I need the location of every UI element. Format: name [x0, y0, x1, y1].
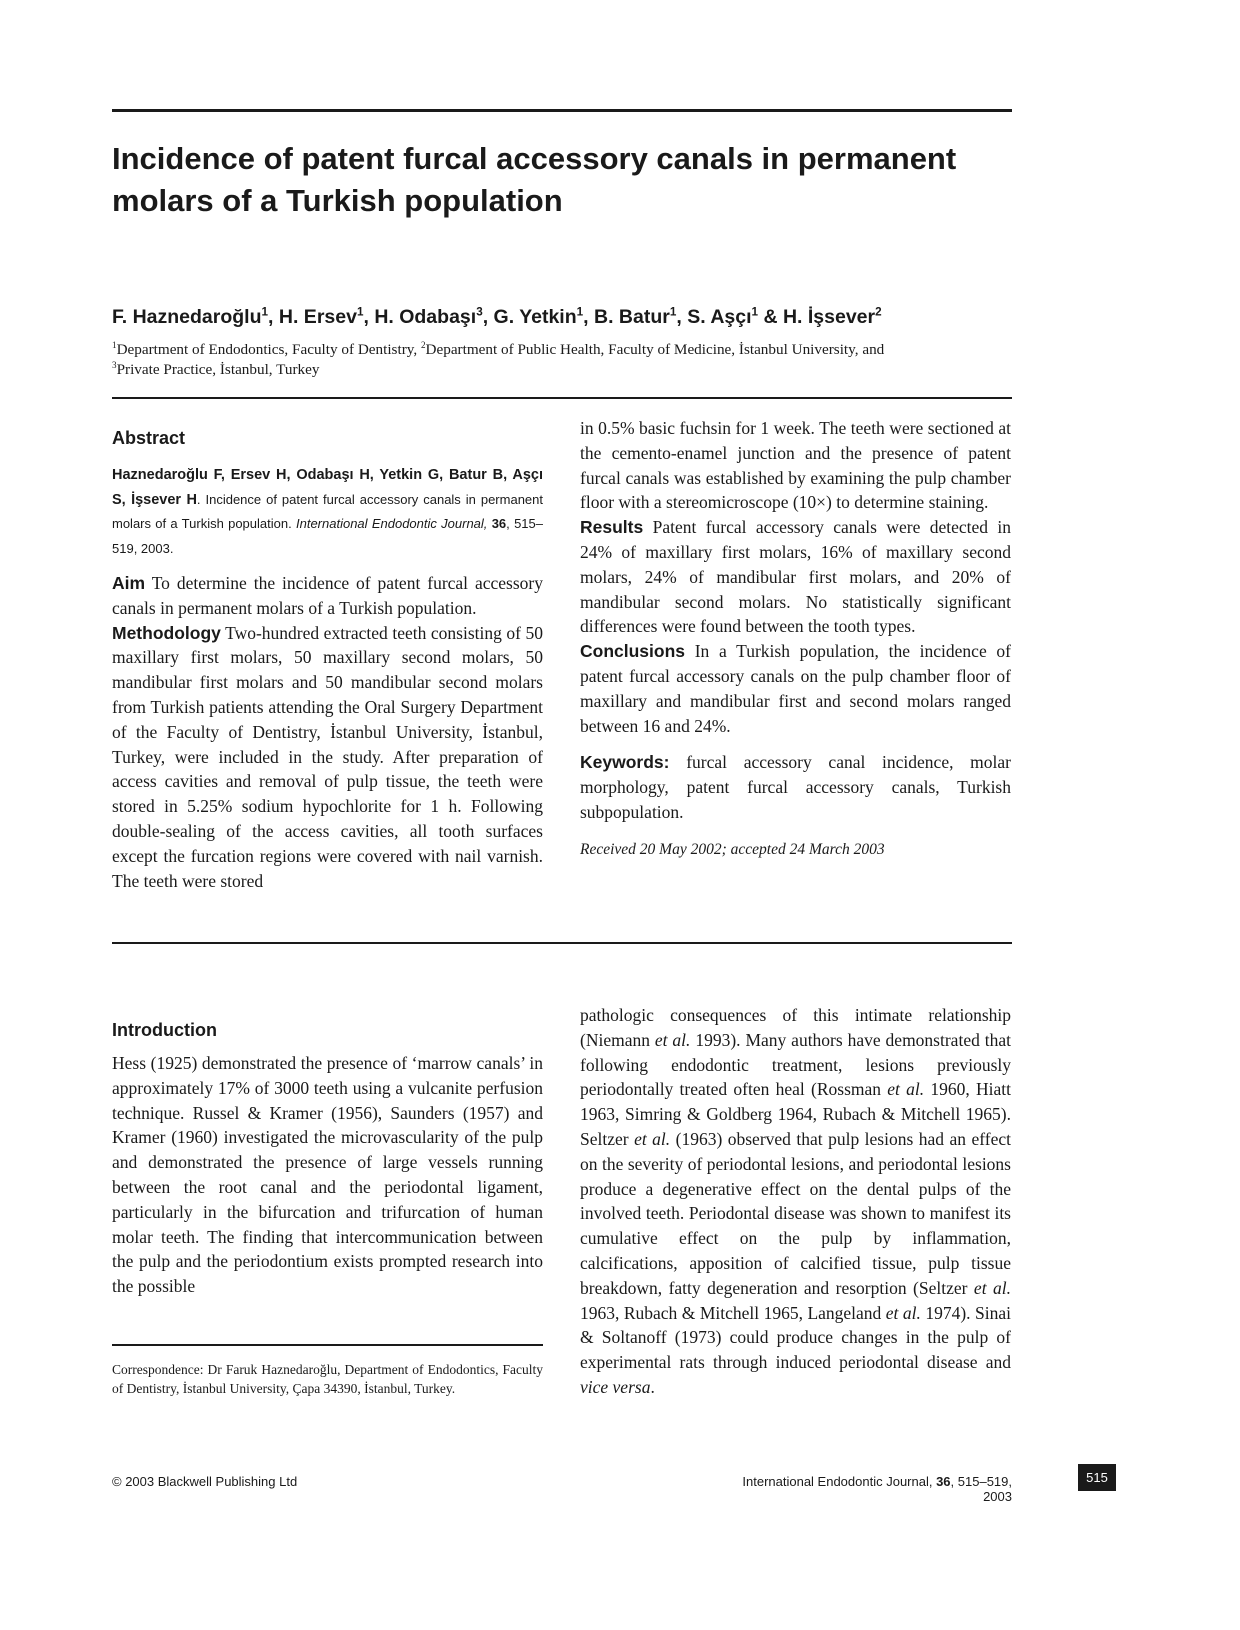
affiliations: $^1$Department of Endodontics, Faculty of Dentistry, $^2$Department of Public Health, Faculty of Medicine, İstanbul University, and $^3$Private Practice, İstanbul, Turkey	[112, 339, 885, 378]
author-list: F. Haznedaroğlu$^1$, H. Ersev$^1$, H. Odabaşı$^3$, G. Yetkin$^1$, B. Batur$^1$, S. Aşçı$^1$ & H. İşsever$^2$	[112, 305, 882, 328]
introduction-paragraph-2: pathologic consequences of this intimate relationship (Niemann et al. 1993). Many authors have demonstrated that following endodontic treatment, lesions previously periodontally treated often heal (Rossman et al. 1960, Hiatt 1963, Simring & Goldberg 1964, Rubach & Mitchell 1965). Seltzer et al. (1963) observed that pulp lesions had an effect on the severity of periodontal lesions, and periodontal lesions produce a degenerative effect on the dental pulps of the involved teeth. Periodontal disease was shown to manifest its cumulative effect on the pulp by inflammation, calcifications, apposition of calcified tissue, pulp tissue breakdown, fatty degeneration and resorption (Seltzer et al. 1963, Rubach & Mitchell 1965, Langeland et al. 1974). Sinai & Soltanoff (1973) could produce changes in the pulp of experimental rats through induced periodontal disease and vice versa.	[580, 1005, 1011, 1397]
author-affiliation-mark: 1	[669, 305, 677, 319]
abstract-right-column	[580, 416, 1011, 859]
author-name: F. Haznedaroğlu	[112, 306, 262, 328]
author-affiliation-mark: 3	[476, 305, 483, 319]
journal-footer: International Endodontic Journal, 36, 515–519, 2003	[742, 1474, 1012, 1504]
introduction-left-column	[112, 1020, 543, 1299]
abstract-left-column	[112, 428, 543, 893]
author-name: B. Batur	[594, 306, 670, 328]
abstract-bottom-rule	[112, 942, 1012, 944]
author-affiliation-mark: 2	[875, 305, 882, 319]
methodology-continued: in 0.5% basic fuchsin for 1 week. The teeth were sectioned at the cemento-enamel junction and the presence of patent furcal canals was established by examining the pulp chamber floor with a stereomicroscope (10×) to determine staining.	[580, 418, 1011, 513]
citation-authors: Haznedaroğlu F, Ersev H, Odabaşı H, Yetkin G, Batur B, Aşçı S, İşsever H	[112, 467, 543, 508]
introduction-paragraph-1: Hess (1925) demonstrated the presence of ‘marrow canals’ in approximately 17% of 3000 teeth using a vulcanite perfusion technique. Russel & Kramer (1956), Saunders (1957) and Kramer (1960) investigated the microvascularity of the pulp and demonstrated the presence of large vessels running between the root canal and the periodontal ligament, particularly in the bifurcation and trifurcation of human molar teeth. The finding that intercommunication between the pulp and the periodontium exists prompted research into the possible	[112, 1053, 543, 1297]
author-name: H. İşsever	[782, 306, 876, 328]
abstract-citation: Haznedaroğlu F, Ersev H, Odabaşı H, Yetkin G, Batur B, Aşçı S, İşsever H. Incidence of patent furcal accessory canals in permanent molars of a Turkish population. International Endodontic Journal, 36, 515–519, 2003.	[112, 467, 543, 556]
conclusions-paragraph: Conclusions In a Turkish population, the incidence of patent furcal accessory canals on the pulp chamber floor of maxillary and mandibular first and second molars ranged between 16 and 24%.	[580, 641, 1011, 736]
author-affiliation-mark: 1	[356, 305, 364, 319]
author-affiliation-mark: 1	[576, 305, 584, 319]
abstract-top-rule	[112, 397, 1012, 399]
page-number: 515	[1078, 1464, 1116, 1491]
top-rule	[112, 109, 1012, 112]
author-affiliation-mark: 1	[261, 305, 269, 319]
abstract-heading: Abstract	[112, 428, 186, 448]
author-name: S. Aşçı	[687, 306, 752, 328]
methodology-paragraph: Methodology Two-hundred extracted teeth consisting of 50 maxillary first molars, 50 maxillary second molars, 50 mandibular first molars and 50 mandibular second molars from Turkish patients attending the Oral Surgery Department of the Faculty of Dentistry, İstanbul University, İstanbul, Turkey, were included in the study. After preparation of access cavities and removal of pulp tissue, the teeth were stored in 5.25% sodium hypochlorite for 1 h. Following double-sealing of the access cavities, all tooth surfaces except the furcation regions were covered with nail varnish. The teeth were stored	[112, 622, 544, 891]
introduction-heading: Introduction	[112, 1020, 217, 1040]
correspondence-note: Correspondence: Dr Faruk Haznedaroğlu, Department of Endodontics, Faculty of Dentistry, İstanbul University, Çapa 34390, İstanbul, Turkey.	[112, 1362, 543, 1396]
keywords-paragraph: Keywords: furcal accessory canal incidence, molar morphology, patent furcal accessory canals, Turkish subpopulation.	[580, 752, 1011, 822]
introduction-right-column	[580, 1003, 1011, 1400]
author-name: H. Ersev	[278, 306, 357, 328]
author-affiliation-mark: 1	[751, 305, 759, 319]
copyright-footer: © 2003 Blackwell Publishing Ltd	[112, 1474, 298, 1489]
paper-title: Incidence of patent furcal accessory canals in permanent molars of a Turkish population	[112, 141, 957, 218]
footnote-rule	[112, 1344, 543, 1346]
aim-paragraph: Aim To determine the incidence of patent furcal accessory canals in permanent molars of a Turkish population.	[112, 573, 543, 618]
results-paragraph: Results Patent furcal accessory canals were detected in 24% of maxillary first molars, 16% of maxillary second molars, 24% of mandibular first molars, and 20% of mandibular second molars. No statistically significant differences were found between the tooth types.	[580, 517, 1011, 637]
author-name: H. Odabaşı	[374, 306, 477, 328]
author-name: G. Yetkin	[493, 306, 577, 328]
received-date: Received 20 May 2002; accepted 24 March 2003	[580, 840, 885, 858]
